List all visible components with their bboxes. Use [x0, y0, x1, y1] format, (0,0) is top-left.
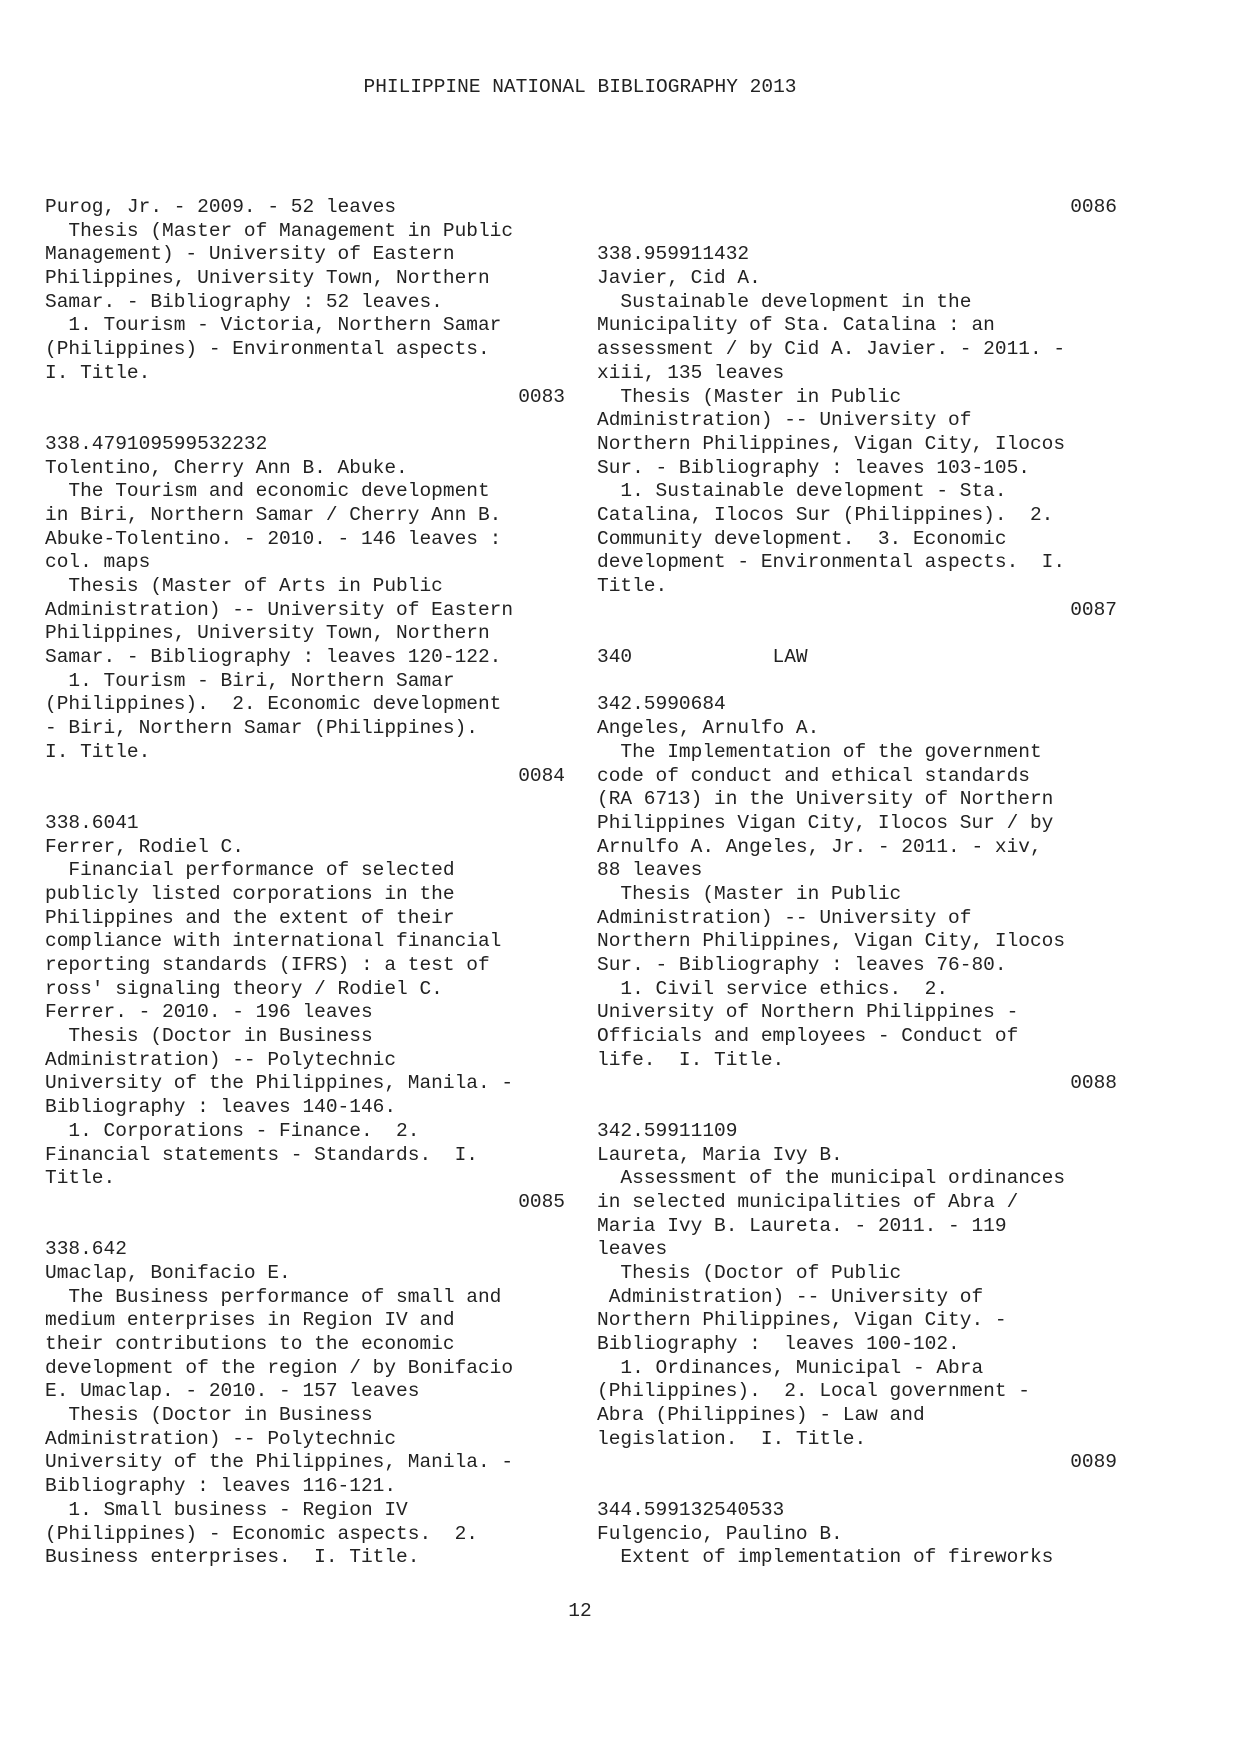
record-line: 1. Tourism - Biri, Northern Samar: [45, 669, 455, 692]
record-line: 1. Tourism - Victoria, Northern Samar: [45, 314, 502, 337]
blank-line: [597, 670, 1117, 694]
record-line: I. Title.: [45, 740, 151, 763]
record-line: Sur. - Bibliography : leaves 76-80.: [597, 954, 1007, 976]
record-line: 1. Small business - Region IV: [45, 1498, 408, 1521]
record-line: Tolentino, Cherry Ann B. Abuke.: [45, 456, 408, 479]
entry-number-text: 0085: [518, 1190, 565, 1213]
blank-line: [597, 1096, 1117, 1120]
record-line: code of conduct and ethical standards: [597, 764, 1030, 787]
record-line: 1. Civil service ethics. 2.: [597, 977, 949, 1000]
record-line: The Tourism and economic development: [45, 480, 490, 503]
right-column: [597, 196, 1117, 1570]
record-line: Assessment of the municipal ordinances: [597, 1167, 1066, 1190]
record-line: Ferrer. - 2010. - 196 leaves: [45, 1001, 373, 1024]
record-line: Thesis (Master of Management in Public: [45, 219, 514, 242]
record-line: The Implementation of the government: [597, 740, 1042, 763]
record-line: (RA 6713) in the University of Northern: [597, 788, 1054, 811]
record-line: Philippines, University Town, Northern: [45, 267, 490, 290]
record-line: col. maps: [45, 551, 151, 574]
record-line: 88 leaves: [597, 859, 703, 882]
left-column: [45, 196, 565, 1570]
record-line: reporting standards (IFRS) : a test of: [45, 954, 490, 976]
record-line: 338.959911432: [597, 243, 750, 266]
record-line: leaves: [597, 1238, 668, 1261]
entry-number: [45, 386, 565, 410]
record-line: Bibliography : leaves 100-102.: [597, 1333, 960, 1355]
entry-number: [597, 196, 1117, 220]
record-line: University of the Philippines, Manila. -: [45, 1072, 514, 1095]
record-line: Umaclap, Bonifacio E.: [45, 1261, 291, 1284]
record-line: 338.6041: [45, 811, 139, 834]
record-line: Business enterprises. I. Title.: [45, 1546, 420, 1569]
record-line: 1. Corporations - Finance. 2.: [45, 1119, 420, 1142]
record-line: Administration) -- Polytechnic: [45, 1427, 397, 1450]
record-line: publicly listed corporations in the: [45, 882, 455, 905]
record-line: 1. Sustainable development - Sta.: [597, 480, 1007, 503]
record-line: (Philippines) - Economic aspects. 2.: [45, 1522, 478, 1545]
record-line: Laureta, Maria Ivy B.: [597, 1143, 843, 1166]
record-line: 344.599132540533: [597, 1498, 785, 1521]
record-line: Philippines Vigan City, Ilocos Sur / by: [597, 811, 1054, 834]
record-line: Administration) -- Polytechnic: [45, 1048, 397, 1071]
entry-number-text: 0086: [1070, 196, 1117, 218]
record-line: Javier, Cid A.: [597, 267, 761, 290]
record-line: 342.5990684: [597, 693, 726, 716]
record-line: Thesis (Doctor in Business: [45, 1025, 373, 1048]
entry-number-text: 0083: [518, 385, 565, 408]
blank-line: [597, 1475, 1117, 1499]
entry-number: [45, 765, 565, 789]
record-line: life. I. Title.: [597, 1048, 785, 1071]
record-line: E. Umaclap. - 2010. - 157 leaves: [45, 1380, 420, 1403]
record-line: Financial performance of selected: [45, 859, 455, 882]
record-line: development - Environmental aspects. I.: [597, 551, 1066, 574]
record-line: Bibliography : leaves 116-121.: [45, 1475, 397, 1498]
record-line: xiii, 135 leaves: [597, 361, 785, 384]
record-line: ross' signaling theory / Rodiel C.: [45, 977, 443, 1000]
blank-line: [597, 622, 1117, 646]
record-line: development of the region / by Bonifacio: [45, 1356, 514, 1379]
record-line: assessment / by Cid A. Javier. - 2011. -: [597, 338, 1066, 361]
entry-number-text: 0087: [1070, 598, 1117, 621]
record-line: The Business performance of small and: [45, 1285, 502, 1308]
entry-number-text: 0088: [1070, 1072, 1117, 1095]
record-line: Thesis (Doctor in Business: [45, 1404, 373, 1427]
entry-number: [597, 1072, 1117, 1096]
record-line: Sur. - Bibliography : leaves 103-105.: [597, 456, 1030, 479]
record-line: Samar. - Bibliography : 52 leaves.: [45, 290, 443, 313]
record-line: Sustainable development in the: [597, 290, 972, 313]
record-line: Administration) -- University of Eastern: [45, 598, 514, 621]
record-line: Ferrer, Rodiel C.: [45, 835, 244, 858]
record-line: (Philippines). 2. Economic development: [45, 693, 502, 716]
record-line: (Philippines). 2. Local government -: [597, 1380, 1030, 1403]
entry-number: [45, 1191, 565, 1215]
page-number: 12: [568, 1600, 592, 1622]
record-line: Philippines, University Town, Northern: [45, 622, 490, 645]
record-line: University of Northern Philippines -: [597, 1001, 1019, 1024]
record-line: 1. Ordinances, Municipal - Abra: [597, 1356, 984, 1379]
record-line: I. Title.: [45, 361, 151, 384]
record-line: Northern Philippines, Vigan City, Ilocos: [597, 930, 1066, 953]
record-line: Financial statements - Standards. I.: [45, 1143, 478, 1166]
record-line: Philippines and the extent of their: [45, 906, 455, 929]
record-line: 342.59911109: [597, 1119, 738, 1142]
record-line: - Biri, Northern Samar (Philippines).: [45, 717, 478, 740]
record-line: Thesis (Doctor of Public: [597, 1261, 902, 1284]
record-line: Samar. - Bibliography : leaves 120-122.: [45, 646, 502, 669]
record-line: Northern Philippines, Vigan City. -: [597, 1309, 1007, 1332]
record-line: Thesis (Master of Arts in Public: [45, 575, 443, 597]
record-line: Administration) -- University of: [597, 1285, 984, 1308]
entry-number: [597, 599, 1117, 623]
record-line: Municipality of Sta. Catalina : an: [597, 314, 995, 337]
record-line: Officials and employees - Conduct of: [597, 1025, 1019, 1048]
record-line: Thesis (Master in Public: [597, 882, 902, 905]
record-line: Abra (Philippines) - Law and: [597, 1404, 925, 1427]
record-line: Thesis (Master in Public: [597, 385, 902, 408]
record-line: Purog, Jr. - 2009. - 52 leaves: [45, 196, 397, 218]
record-line: Catalina, Ilocos Sur (Philippines). 2.: [597, 503, 1054, 526]
record-line: their contributions to the economic: [45, 1333, 455, 1355]
record-line: Administration) -- University of: [597, 409, 972, 432]
record-line: (Philippines) - Environmental aspects.: [45, 338, 490, 361]
record-line: in Biri, Northern Samar / Cherry Ann B.: [45, 503, 502, 526]
record-line: 338.479109599532232: [45, 432, 268, 455]
record-line: 338.642: [45, 1238, 127, 1261]
record-line: Arnulfo A. Angeles, Jr. - 2011. - xiv,: [597, 835, 1042, 858]
record-line: Bibliography : leaves 140-146.: [45, 1096, 397, 1119]
entry-number-text: 0089: [1070, 1451, 1117, 1474]
record-line: University of the Philippines, Manila. -: [45, 1451, 514, 1474]
blank-line: [45, 788, 565, 812]
record-line: Maria Ivy B. Laureta. - 2011. - 119: [597, 1214, 1007, 1237]
blank-line: [45, 409, 565, 433]
record-line: Fulgencio, Paulino B.: [597, 1522, 843, 1545]
record-line: Management) - University of Eastern: [45, 243, 455, 266]
record-line: Title.: [45, 1167, 116, 1190]
blank-line: [45, 1215, 565, 1239]
record-line: Northern Philippines, Vigan City, Ilocos: [597, 432, 1066, 455]
record-line: 340 LAW: [597, 646, 808, 669]
record-line: Administration) -- University of: [597, 906, 972, 929]
record-line: legislation. I. Title.: [597, 1427, 867, 1450]
record-line: Angeles, Arnulfo A.: [597, 717, 820, 740]
record-line: in selected municipalities of Abra /: [597, 1190, 1019, 1213]
record-line: Community development. 3. Economic: [597, 527, 1007, 550]
page-header: PHILIPPINE NATIONAL BIBLIOGRAPHY 2013: [363, 76, 797, 98]
record-line: Extent of implementation of fireworks: [597, 1546, 1054, 1569]
record-line: medium enterprises in Region IV and: [45, 1309, 455, 1332]
entry-number: [597, 1451, 1117, 1475]
entry-number-text: 0084: [518, 764, 565, 787]
record-line: compliance with international financial: [45, 930, 502, 953]
record-line: Abuke-Tolentino. - 2010. - 146 leaves :: [45, 527, 502, 550]
record-line: Title.: [597, 575, 668, 597]
blank-line: [597, 220, 1117, 244]
